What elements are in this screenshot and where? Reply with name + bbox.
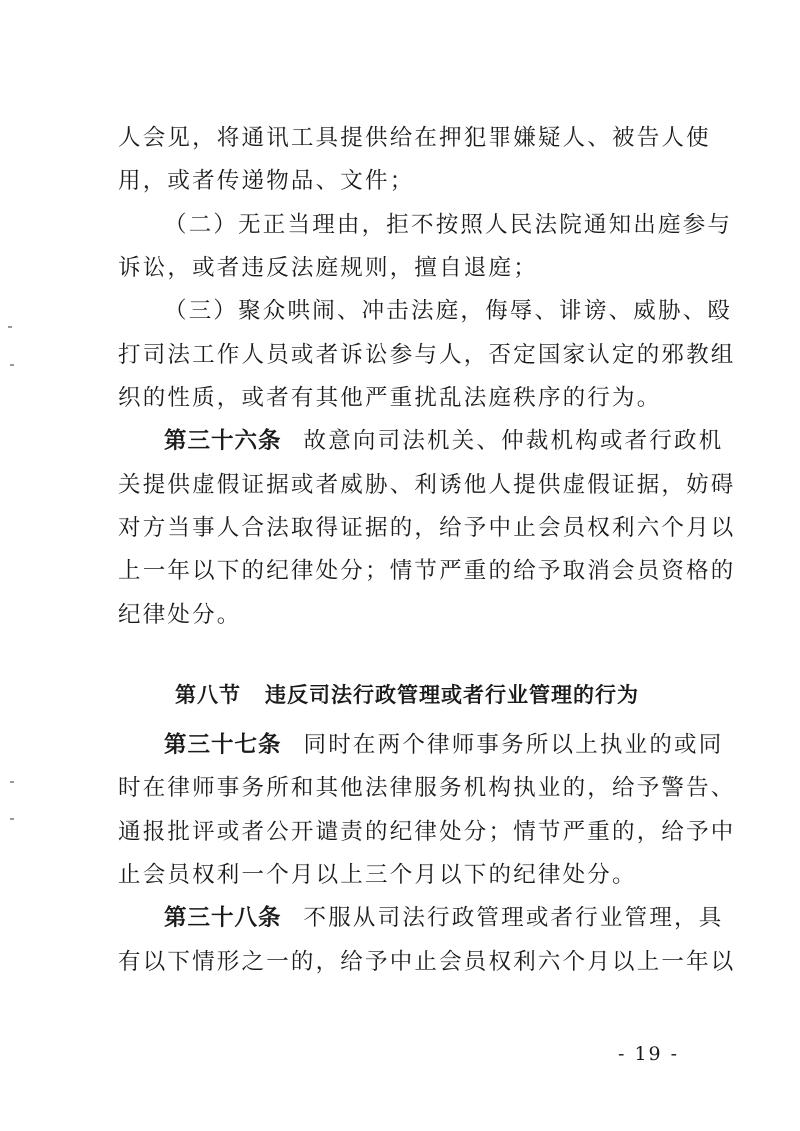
text-line: 不服从司法行政管理或者行业管理，具 <box>303 905 724 931</box>
text-line: 打司法工作人员或者诉讼参与人，否定国家认定的邪教组 <box>118 342 736 368</box>
article-36-line <box>164 426 724 456</box>
text-line: 对方当事人合法取得证据的，给予中止会员权利六个月以 <box>118 515 736 541</box>
text-line: 故意向司法机关、仲裁机构或者行政机 <box>303 428 724 454</box>
text-line: 人会见，将通讯工具提供给在押犯罪嫌疑人、被告人使 <box>118 125 711 151</box>
section-title: 违反司法行政管理或者行业管理的行为 <box>265 683 639 707</box>
article-37-heading: 第三十七条 <box>164 732 282 758</box>
page-number: - 19 - <box>618 1043 680 1065</box>
section-number: 第八节 <box>175 683 241 707</box>
scan-mark <box>10 781 14 783</box>
text-line: 关提供虚假证据或者威胁、利诱他人提供虚假证据，妨碍 <box>118 472 736 498</box>
text-line: 有以下情形之一的，给予中止会员权利六个月以上一年以 <box>118 949 736 975</box>
section-heading <box>175 680 639 710</box>
text-line: 用，或者传递物品、文件； <box>118 168 415 194</box>
text-line: 同时在两个律师事务所以上执业的或同 <box>303 732 724 758</box>
scan-mark <box>8 326 12 328</box>
text-line: 织的性质，或者有其他严重扰乱法庭秩序的行为。 <box>118 385 662 411</box>
article-37-line <box>164 730 724 760</box>
text-line: 诉讼，或者违反法庭规则，擅自退庭； <box>118 255 538 281</box>
text-line: 纪律处分。 <box>118 602 242 628</box>
text-line: （二）无正当理由，拒不按照人民法院通知出庭参与 <box>164 212 733 238</box>
text-line: 通报批评或者公开谴责的纪律处分；情节严重的，给予中 <box>118 819 736 845</box>
article-38-line <box>164 903 724 933</box>
text-line: 上一年以下的纪律处分；情节严重的给予取消会员资格的 <box>118 558 736 584</box>
text-line: 时在律师事务所和其他法律服务机构执业的，给予警告、 <box>118 775 736 801</box>
article-38-heading: 第三十八条 <box>164 905 282 931</box>
scan-mark <box>10 818 14 820</box>
article-36-heading: 第三十六条 <box>164 428 282 454</box>
text-line: （三）聚众哄闹、冲击法庭，侮辱、诽谤、威胁、殴 <box>164 298 733 324</box>
scan-mark <box>10 364 14 366</box>
text-line: 止会员权利一个月以上三个月以下的纪律处分。 <box>118 862 637 888</box>
